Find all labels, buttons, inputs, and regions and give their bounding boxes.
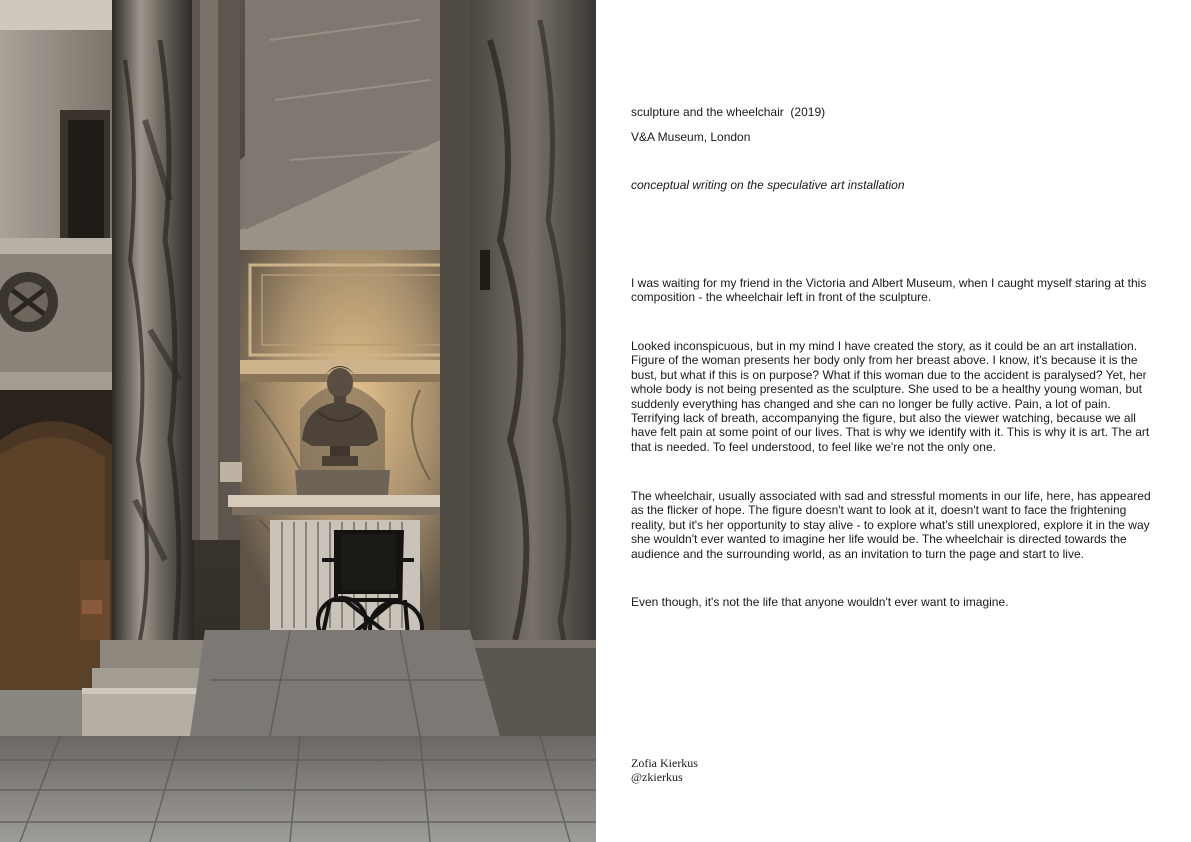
paragraph-wheelchair: The wheelchair, usually associated with sad and stressful moments in our life, here, has appeared as the flicker of hope. The figure doesn't want to look at it, doesn't want to face the frightening reality, but it's her opportunity to stay alive - to explore what's still unexplored, explore it in the way she wouldn't ever wanted to imagine her life would be. The wheelchair is directed towards the audience and the surrounding world, as an invitation to turn the page and start to live. [631, 489, 1151, 561]
artwork-location: V&A Museum, London [631, 130, 751, 144]
text-column [631, 0, 1161, 842]
paragraph-closing: Even though, it's not the life that anyone wouldn't ever want to imagine. [631, 595, 1009, 609]
artwork-title: sculpture and the wheelchair (2019) [631, 105, 826, 119]
artwork-subtitle: conceptual writing on the speculative art installation [631, 178, 905, 192]
paragraph-intro: I was waiting for my friend in the Victoria and Albert Museum, when I caught myself staring at this composition - the wheelchair left in front of the sculpture. [631, 276, 1147, 305]
author-credit [631, 756, 698, 784]
author-name: Zofia Kierkus [631, 756, 698, 770]
paragraph-story: Looked inconspicuous, but in my mind I have created the story, as it could be an art installation. Figure of the woman presents her body only from her breast above. I know, it's because it is the bust, but what if this is on purpose? What if this woman due to the accident is paralysed? Yet, her whole body is not being presented as the sculpture. She used to be a healthy young woman, but suddenly everything has changed and she can no longer be fully active. Pain, a lot of pain. Terrifying lack of breath, accompanying the figure, but also the viewer watching, because we all have felt pain at some point of our lives. That is why we identify with it. This is why it is art. The art that is needed. To feel understood, to feel like we're not the only one. [631, 339, 1150, 454]
author-handle: @zkierkus [631, 770, 683, 784]
